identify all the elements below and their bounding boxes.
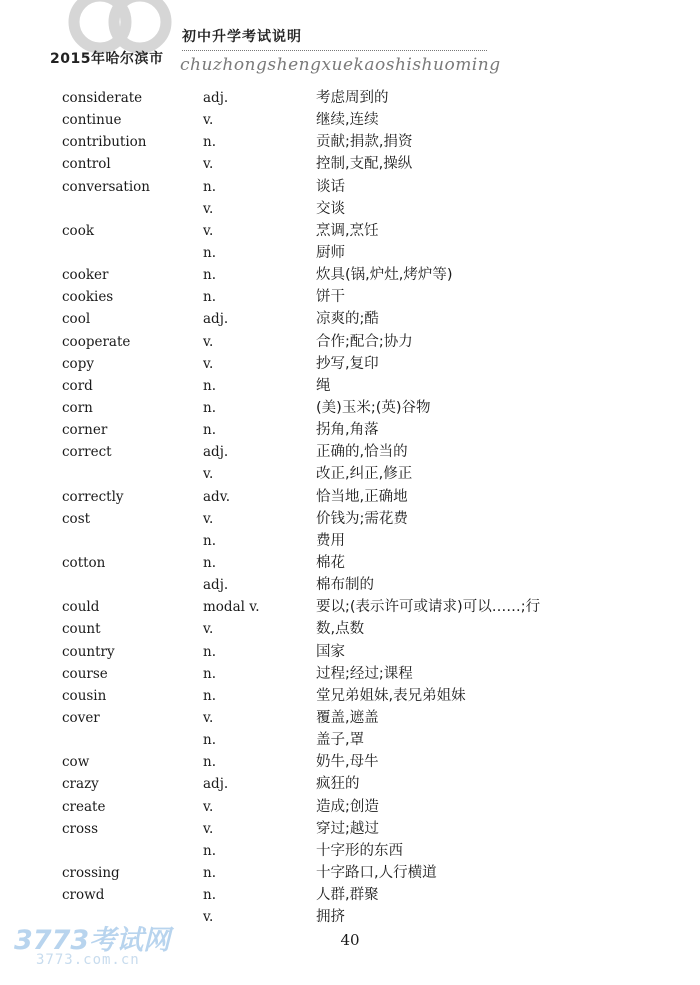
watermark-logo: 3773考试网 [14, 925, 171, 956]
entry-meaning: 棉花 [316, 554, 345, 571]
entry-part-of-speech: adj. [203, 444, 229, 461]
entry-part-of-speech: v. [203, 510, 214, 527]
vocabulary-entry [62, 463, 642, 485]
entry-part-of-speech: n. [203, 665, 216, 682]
entry-meaning: 棉布制的 [316, 577, 374, 594]
header-year-city: 2015年哈尔滨市 [50, 51, 164, 67]
entry-meaning: 过程;经过;课程 [316, 665, 413, 682]
entry-word: cooker [62, 267, 109, 284]
entry-word: could [62, 599, 100, 616]
vocabulary-entry [62, 530, 642, 552]
entry-part-of-speech: v. [203, 820, 214, 837]
entry-part-of-speech: n. [203, 554, 216, 571]
entry-word: country [62, 643, 115, 660]
entry-word: crossing [62, 864, 120, 881]
vocabulary-entry [62, 862, 642, 884]
entry-meaning: 交谈 [316, 200, 345, 217]
vocabulary-entry [62, 707, 642, 729]
entry-part-of-speech: v. [203, 112, 214, 129]
vocabulary-entry [62, 308, 642, 330]
entry-meaning: 价钱为;需花费 [316, 510, 408, 527]
vocabulary-entry [62, 375, 642, 397]
entry-part-of-speech: n. [203, 643, 216, 660]
vocabulary-entry [62, 153, 642, 175]
entry-part-of-speech: adj. [203, 311, 229, 328]
vocabulary-entry [62, 264, 642, 286]
entry-meaning: 饼干 [316, 289, 345, 306]
entry-word: corner [62, 422, 108, 439]
header-divider [182, 50, 487, 51]
entry-word: cotton [62, 554, 106, 571]
entry-meaning: 继续,连续 [316, 112, 379, 129]
vocabulary-entry [62, 286, 642, 308]
entry-part-of-speech: v. [203, 200, 214, 217]
entry-meaning: 拐角,角落 [316, 422, 379, 439]
entry-part-of-speech: v. [203, 466, 214, 483]
entry-part-of-speech: adj. [203, 776, 229, 793]
entry-word: considerate [62, 90, 143, 106]
entry-part-of-speech: n. [203, 887, 216, 904]
entry-part-of-speech: n. [203, 399, 216, 416]
vocabulary-entry [62, 685, 642, 707]
entry-meaning: 抄写,复印 [316, 355, 379, 372]
vocabulary-entry [62, 663, 642, 685]
vocabulary-entry [62, 729, 642, 751]
entry-meaning: 烹调,烹饪 [316, 222, 379, 239]
vocabulary-entry [62, 397, 642, 419]
entry-part-of-speech: v. [203, 621, 214, 638]
vocabulary-entry [62, 331, 642, 353]
vocabulary-entry [62, 641, 642, 663]
entry-meaning: 正确的,恰当的 [316, 444, 408, 461]
entry-word: cooperate [62, 333, 131, 350]
entry-meaning: 绳 [316, 377, 331, 394]
entry-part-of-speech: n. [203, 377, 216, 394]
entry-meaning: (美)玉米;(英)谷物 [316, 399, 431, 416]
vocabulary-entry [62, 220, 642, 242]
vocabulary-entry [62, 552, 642, 574]
vocabulary-list [62, 87, 642, 928]
entry-part-of-speech: n. [203, 244, 216, 261]
entry-word: cookies [62, 289, 114, 306]
entry-part-of-speech: v. [203, 709, 214, 726]
entry-word: conversation [62, 178, 150, 195]
entry-word: contribution [62, 134, 147, 151]
entry-meaning: 凉爽的;酷 [316, 311, 379, 328]
entry-part-of-speech: v. [203, 798, 214, 815]
vocabulary-entry [62, 176, 642, 198]
entry-part-of-speech: n. [203, 532, 216, 549]
entry-word: copy [62, 355, 94, 372]
entry-meaning: 奶牛,母牛 [316, 754, 379, 771]
entry-part-of-speech: adj. [203, 90, 229, 106]
entry-word: cousin [62, 687, 107, 704]
entry-word: crazy [62, 776, 99, 793]
entry-meaning: 费用 [316, 532, 345, 549]
entry-word: create [62, 798, 106, 815]
entry-meaning: 造成;创造 [316, 798, 379, 815]
vocabulary-entry [62, 131, 642, 153]
entry-word: cool [62, 311, 91, 328]
entry-word: cross [62, 820, 98, 837]
entry-meaning: 十字形的东西 [316, 842, 403, 859]
entry-meaning: 人群,群聚 [316, 887, 379, 904]
entry-meaning: 穿过;越过 [316, 820, 379, 837]
vocabulary-entry [62, 441, 642, 463]
vocabulary-entry [62, 198, 642, 220]
entry-meaning: 厨师 [316, 244, 345, 261]
entry-meaning: 疯狂的 [316, 776, 360, 793]
vocabulary-entry [62, 242, 642, 264]
entry-part-of-speech: n. [203, 754, 216, 771]
entry-meaning: 谈话 [316, 178, 345, 195]
entry-word: correct [62, 444, 112, 461]
entry-word: corn [62, 399, 93, 416]
vocabulary-entry [62, 353, 642, 375]
vocabulary-entry [62, 87, 642, 109]
entry-meaning: 十字路口,人行横道 [316, 864, 437, 881]
entry-meaning: 要以;(表示许可或请求)可以……;行 [316, 599, 541, 616]
entry-meaning: 国家 [316, 643, 345, 660]
entry-part-of-speech: n. [203, 267, 216, 284]
page-number: 40 [340, 931, 360, 949]
entry-meaning: 改正,纠正,修正 [316, 466, 413, 483]
entry-part-of-speech: n. [203, 732, 216, 749]
vocabulary-entry [62, 840, 642, 862]
entry-meaning: 炊具(锅,炉灶,烤炉等) [316, 267, 453, 284]
entry-meaning: 合作;配合;协力 [316, 333, 413, 350]
entry-part-of-speech: v. [203, 909, 214, 926]
entry-part-of-speech: n. [203, 422, 216, 439]
header-title: 初中升学考试说明 [182, 29, 302, 45]
vocabulary-entry [62, 419, 642, 441]
entry-part-of-speech: v. [203, 222, 214, 239]
entry-meaning: 数,点数 [316, 621, 365, 638]
entry-meaning: 覆盖,遮盖 [316, 709, 379, 726]
entry-meaning: 拥挤 [316, 909, 345, 926]
vocabulary-entry [62, 796, 642, 818]
vocabulary-entry [62, 751, 642, 773]
entry-word: cost [62, 510, 91, 527]
entry-part-of-speech: adj. [203, 577, 229, 594]
entry-meaning: 恰当地,正确地 [316, 488, 408, 505]
entry-part-of-speech: n. [203, 687, 216, 704]
vocabulary-entry [62, 596, 642, 618]
vocabulary-entry [62, 618, 642, 640]
entry-part-of-speech: n. [203, 178, 216, 195]
watermark-url: 3773.com.cn [36, 952, 140, 968]
entry-part-of-speech: adv. [203, 488, 231, 505]
vocabulary-entry [62, 818, 642, 840]
watermark [14, 918, 184, 978]
entry-part-of-speech: n. [203, 289, 216, 306]
entry-part-of-speech: v. [203, 355, 214, 372]
entry-word: count [62, 621, 101, 638]
entry-word: cow [62, 754, 90, 771]
entry-word: cover [62, 709, 100, 726]
vocabulary-entry [62, 486, 642, 508]
entry-meaning: 控制,支配,操纵 [316, 156, 413, 173]
entry-part-of-speech: modal v. [203, 599, 260, 616]
entry-meaning: 考虑周到的 [316, 90, 389, 106]
entry-word: cord [62, 377, 93, 394]
vocabulary-entry [62, 574, 642, 596]
entry-word: crowd [62, 887, 105, 904]
entry-word: correctly [62, 488, 124, 505]
entry-part-of-speech: v. [203, 333, 214, 350]
entry-word: continue [62, 112, 122, 129]
entry-word: cook [62, 222, 94, 239]
entry-word: course [62, 665, 108, 682]
entry-part-of-speech: n. [203, 864, 216, 881]
entry-part-of-speech: n. [203, 134, 216, 151]
entry-meaning: 贡献;捐款,捐资 [316, 134, 413, 151]
vocabulary-entry [62, 109, 642, 131]
entry-meaning: 堂兄弟姐妹,表兄弟姐妹 [316, 687, 466, 704]
entry-part-of-speech: v. [203, 156, 214, 173]
entry-word: control [62, 156, 111, 173]
vocabulary-entry [62, 773, 642, 795]
entry-meaning: 盖子,罩 [316, 732, 365, 749]
header-pinyin: chuzhongshengxuekaoshishuoming [180, 55, 501, 75]
entry-part-of-speech: n. [203, 842, 216, 859]
vocabulary-entry [62, 508, 642, 530]
vocabulary-entry [62, 884, 642, 906]
